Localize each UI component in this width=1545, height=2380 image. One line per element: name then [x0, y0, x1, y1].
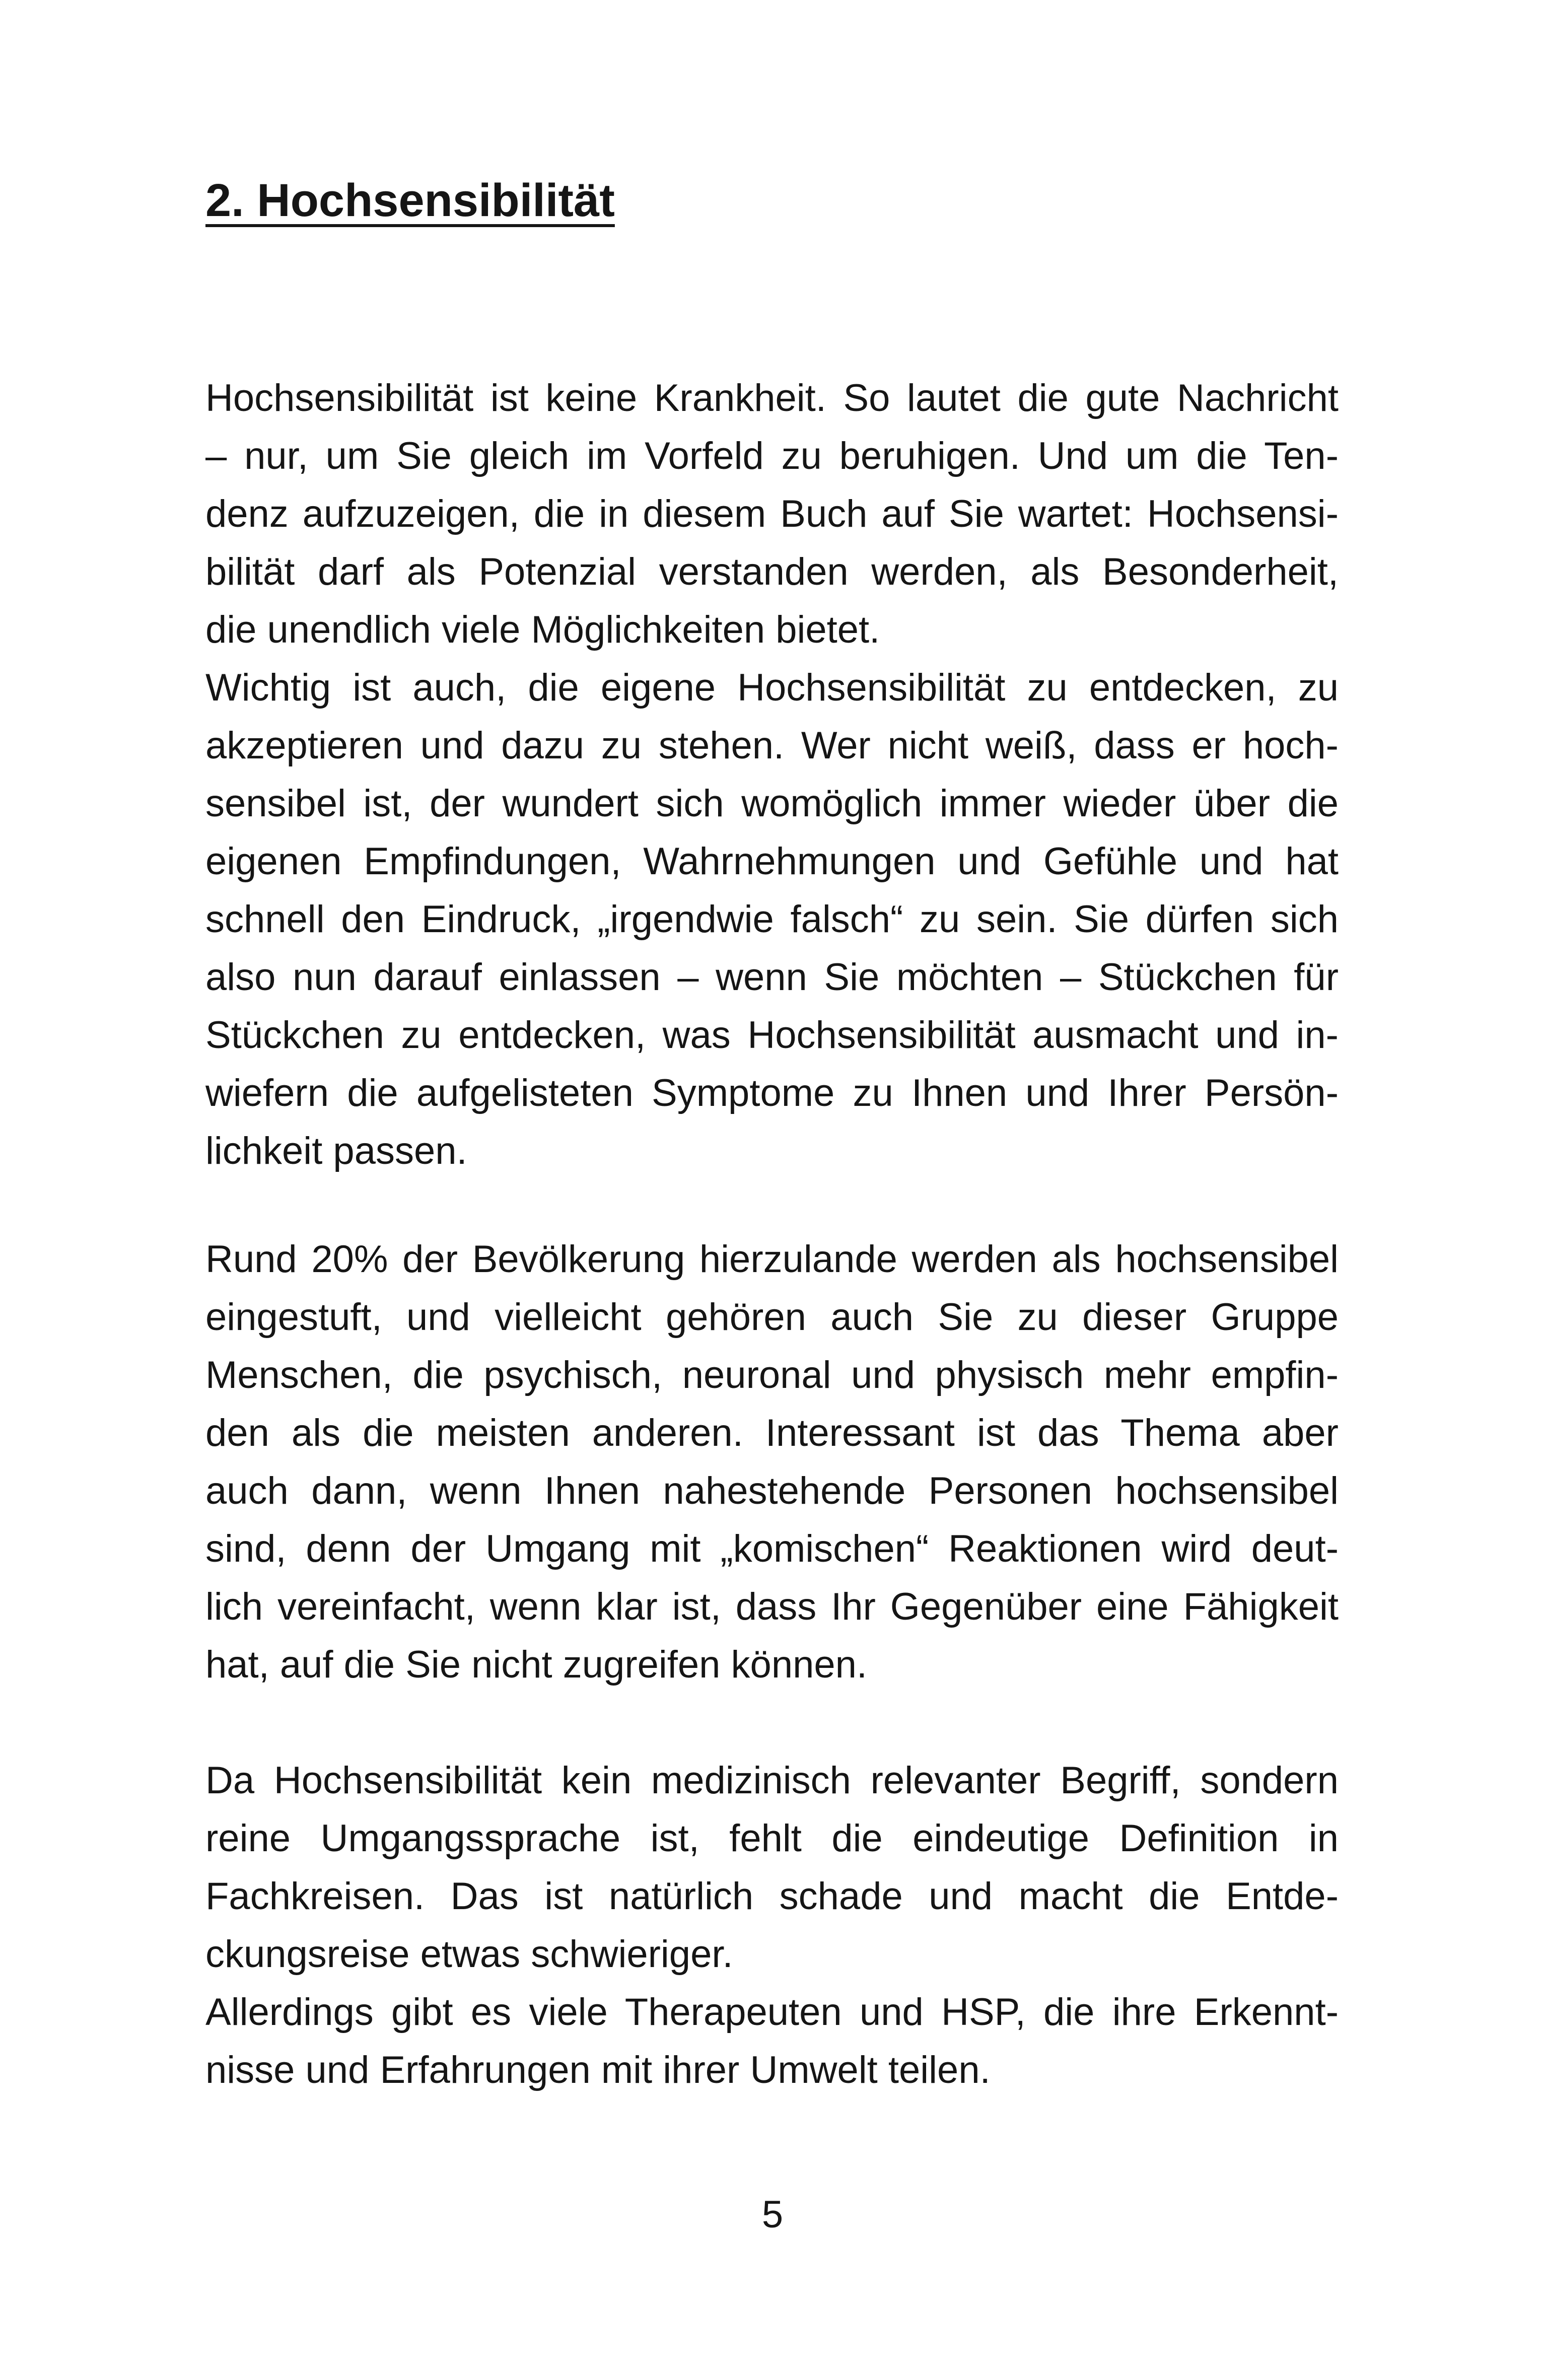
text-line: wiefern die aufgelisteten Symptome zu Ihnen und Ihrer Persön-	[205, 1072, 1339, 1114]
text-line: Da Hochsensibilität kein medizinisch relevanter Begriff, sondern	[205, 1759, 1339, 1802]
text-line: Wichtig ist auch, die eigene Hochsensibilität zu entdecken, zu	[205, 666, 1339, 709]
text-line: auch dann, wenn Ihnen nahestehende Personen hochsensibel	[205, 1469, 1339, 1512]
text-line: den als die meisten anderen. Interessant ist das Thema aber	[205, 1412, 1339, 1454]
text-line: Hochsensibilität ist keine Krankheit. So lautet die gute Nachricht	[205, 377, 1339, 419]
text-line: lich vereinfacht, wenn klar ist, dass Ihr Gegenüber eine Fähigkeit	[205, 1585, 1339, 1628]
paragraph-intro	[205, 369, 1339, 1180]
text-line: lichkeit passen.	[205, 1130, 467, 1172]
text-line: sind, denn der Umgang mit „komischen“ Reaktionen wird deut-	[205, 1527, 1339, 1570]
paragraph-population	[205, 1230, 1339, 1694]
text-line: hat, auf die Sie nicht zugreifen können.	[205, 1643, 868, 1686]
text-line: denz aufzuzeigen, die in diesem Buch auf Sie wartet: Hochsensi-	[205, 493, 1339, 535]
text-line: die unendlich viele Möglichkeiten bietet.	[205, 608, 880, 651]
text-line: Rund 20% der Bevölkerung hierzulande werden als hochsensibel	[205, 1238, 1339, 1281]
text-line: schnell den Eindruck, „irgendwie falsch“ zu sein. Sie dürfen sich	[205, 898, 1339, 941]
text-line: also nun darauf einlassen – wenn Sie möchten – Stückchen für	[205, 956, 1339, 999]
text-line: reine Umgangssprache ist, fehlt die eindeutige Definition in	[205, 1817, 1339, 1860]
page-number: 5	[761, 2193, 784, 2236]
text-line: sensibel ist, der wundert sich womöglich immer wieder über die	[205, 782, 1339, 825]
text-line: Menschen, die psychisch, neuronal und physisch mehr empfin-	[205, 1354, 1339, 1396]
paragraph-definition	[205, 1752, 1339, 2099]
chapter-heading: 2. Hochsensibilität	[205, 175, 615, 226]
text-line: bilität darf als Potenzial verstanden werden, als Besonderheit,	[205, 550, 1339, 593]
text-line: Fachkreisen. Das ist natürlich schade und macht die Entde-	[205, 1875, 1339, 1918]
text-line: eigenen Empfindungen, Wahrnehmungen und Gefühle und hat	[205, 840, 1339, 883]
text-line: Allerdings gibt es viele Therapeuten und HSP, die ihre Erkennt-	[205, 1991, 1339, 2034]
text-line: akzeptieren und dazu zu stehen. Wer nicht weiß, dass er hoch-	[205, 724, 1339, 767]
text-line: nisse und Erfahrungen mit ihrer Umwelt teilen.	[205, 2049, 991, 2091]
text-line: Stückchen zu entdecken, was Hochsensibilität ausmacht und in-	[205, 1014, 1339, 1057]
text-line: – nur, um Sie gleich im Vorfeld zu beruhigen. Und um die Ten-	[205, 435, 1339, 477]
text-line: eingestuft, und vielleicht gehören auch Sie zu dieser Gruppe	[205, 1296, 1339, 1339]
text-line: ckungsreise etwas schwieriger.	[205, 1933, 733, 1976]
